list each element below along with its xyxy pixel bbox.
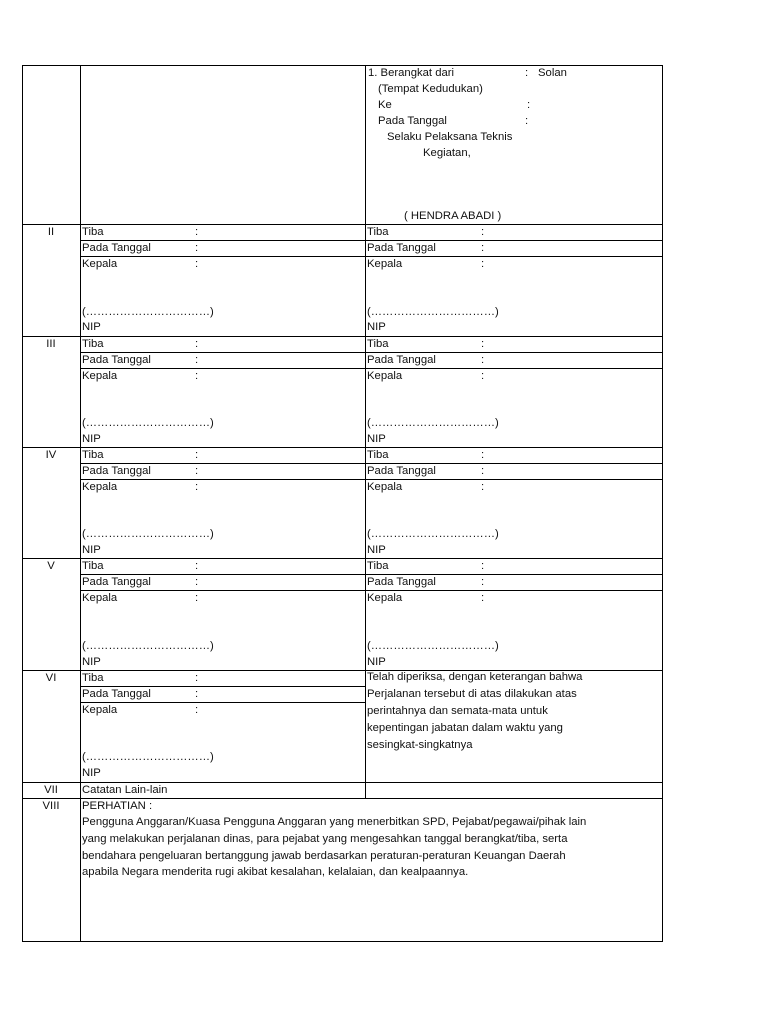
attention-title: PERHATIAN : [82,800,153,812]
divider-section-ii [22,224,663,225]
departure-date-colon: : [525,115,529,127]
left-date-colon: : [195,354,199,366]
left-date-label: Pada Tanggal [82,242,151,254]
left-tiba-label: Tiba [82,338,104,350]
right-date-colon: : [481,465,485,477]
section-number: V [47,560,55,572]
right-date-label: Pada Tanggal [367,465,436,477]
left-head-label: Kepala [82,592,118,604]
left-tiba-label: Tiba [82,449,104,461]
right-head-colon: : [481,592,485,604]
attention-text-line1: Pengguna Anggaran/Kuasa Pengguna Anggaran yang menerbitkan SPD, Pejabat/pegawai/pihak lain [82,816,587,828]
right-tiba-colon: : [481,338,485,350]
verification-text-line2: Perjalanan tersebut di atas dilakukan atas [367,688,577,700]
divider-section-iii [22,336,663,337]
right-signature-placeholder: (……………………………) [367,528,499,540]
departure-date-label: Pada Tanggal [378,115,447,127]
right-tiba-colon: : [481,226,485,238]
right-head-label: Kepala [367,481,403,493]
left-date-label: Pada Tanggal [82,465,151,477]
left-head-colon: : [195,704,199,716]
left-nip-label: NIP [82,767,101,779]
right-tiba-colon: : [481,449,485,461]
section-number: VIII [42,800,60,812]
left-tiba-label: Tiba [82,672,104,684]
right-head-label: Kepala [367,370,403,382]
verification-text-line3: perintahnya dan semata-mata untuk [367,705,548,717]
section-number: II [47,226,55,238]
border-number-column [80,65,81,942]
left-nip-label: NIP [82,433,101,445]
right-head-colon: : [481,258,485,270]
signer-name: ( HENDRA ABADI ) [404,210,502,222]
left-head-label: Kepala [82,258,118,270]
left-date-label: Pada Tanggal [82,576,151,588]
destination-label: Ke [378,99,392,111]
left-signature-placeholder: (……………………………) [82,640,214,652]
depart-from-value: Solan [538,67,567,79]
right-date-colon: : [481,242,485,254]
left-tiba-colon: : [195,560,199,572]
left-head-label: Kepala [82,481,118,493]
right-tiba-label: Tiba [367,338,389,350]
signer-role-line2: Kegiatan, [423,147,471,159]
verification-text-line5: sesingkat-singkatnya [367,739,473,751]
attention-text-line2: yang melakukan perjalanan dinas, para pejabat yang mengesahkan tanggal berangkat/tiba, serta [82,833,568,845]
home-base-label: (Tempat Kedudukan) [378,83,483,95]
left-tiba-colon: : [195,226,199,238]
left-nip-label: NIP [82,321,101,333]
right-date-label: Pada Tanggal [367,242,436,254]
left-date-label: Pada Tanggal [82,688,151,700]
depart-from-colon: : [525,67,529,79]
verification-text-line4: kepentingan jabatan dalam waktu yang [367,722,563,734]
border-middle [365,65,366,798]
section-number: VII [44,784,58,796]
left-signature-placeholder: (……………………………) [82,306,214,318]
left-date-colon: : [195,465,199,477]
left-head-colon: : [195,370,199,382]
divider-section-iv [22,447,663,448]
left-date-colon: : [195,242,199,254]
left-nip-label: NIP [82,544,101,556]
right-head-colon: : [481,370,485,382]
left-head-label: Kepala [82,370,118,382]
travel-form-sheet [22,65,663,942]
left-date-colon: : [195,576,199,588]
section-number: IV [45,449,57,461]
section-number: VI [45,672,57,684]
right-head-label: Kepala [367,258,403,270]
right-nip-label: NIP [367,321,386,333]
border-bottom [22,941,663,942]
right-date-colon: : [481,354,485,366]
left-date-label: Pada Tanggal [82,354,151,366]
right-tiba-label: Tiba [367,560,389,572]
right-nip-label: NIP [367,544,386,556]
right-tiba-label: Tiba [367,226,389,238]
left-tiba-label: Tiba [82,560,104,572]
left-head-label: Kepala [82,704,118,716]
verification-text-line1: Telah diperiksa, dengan keterangan bahwa [367,671,583,683]
left-tiba-colon: : [195,449,199,461]
left-nip-label: NIP [82,656,101,668]
right-signature-placeholder: (……………………………) [367,640,499,652]
right-tiba-label: Tiba [367,449,389,461]
divider-section-v [22,558,663,559]
attention-text-line4: apabila Negara menderita rugi akibat kesalahan, kelalaian, dan kealpaannya. [82,866,469,878]
left-head-colon: : [195,481,199,493]
border-right [662,65,663,942]
left-signature-placeholder: (……………………………) [82,417,214,429]
left-tiba-label: Tiba [82,226,104,238]
right-nip-label: NIP [367,433,386,445]
right-signature-placeholder: (……………………………) [367,306,499,318]
right-tiba-colon: : [481,560,485,572]
left-date-colon: : [195,688,199,700]
left-signature-placeholder: (……………………………) [82,751,214,763]
left-head-colon: : [195,592,199,604]
left-signature-placeholder: (……………………………) [82,528,214,540]
right-date-colon: : [481,576,485,588]
right-head-colon: : [481,481,485,493]
section-number: III [46,338,56,350]
other-notes-label: Catatan Lain-lain [82,784,168,796]
left-tiba-colon: : [195,672,199,684]
right-date-label: Pada Tanggal [367,576,436,588]
right-nip-label: NIP [367,656,386,668]
left-head-colon: : [195,258,199,270]
depart-from-label: 1. Berangkat dari [368,67,455,79]
right-head-label: Kepala [367,592,403,604]
destination-colon: : [527,99,531,111]
signer-role-line1: Selaku Pelaksana Teknis [387,131,513,143]
right-date-label: Pada Tanggal [367,354,436,366]
right-signature-placeholder: (……………………………) [367,417,499,429]
left-tiba-colon: : [195,338,199,350]
divider-vi-tanggal [80,702,365,703]
attention-text-line3: bendahara pengeluaran bertanggung jawab berdasarkan peraturan-peraturan Keuangan Daerah [82,850,566,862]
